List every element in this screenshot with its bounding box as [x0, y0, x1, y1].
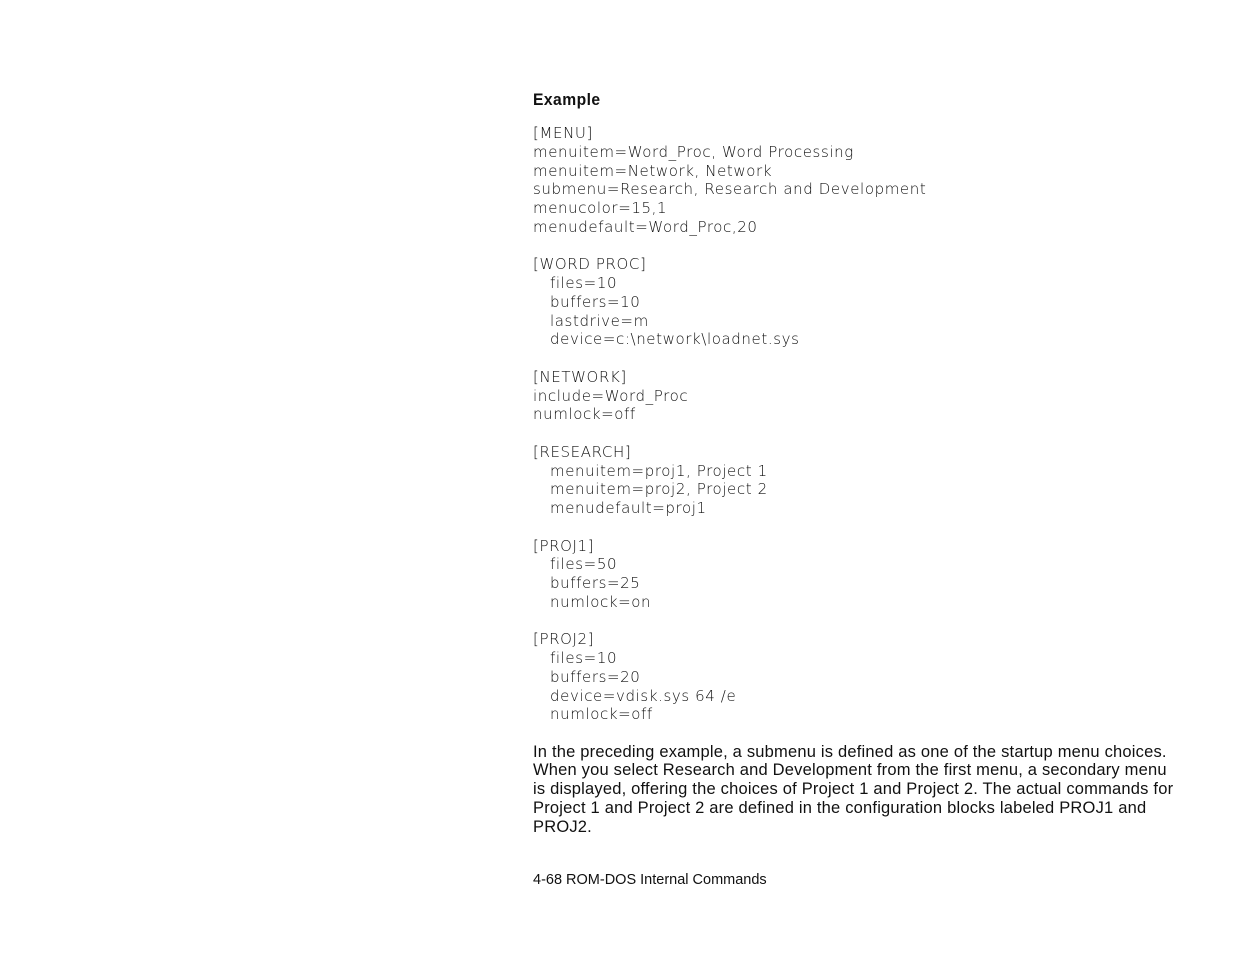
page-content	[533, 90, 1193, 836]
config-line: [RESEARCH]	[533, 442, 632, 461]
config-example	[533, 124, 1193, 724]
config-line: menuitem=Network, Network	[533, 161, 773, 180]
config-line: buffers=10	[550, 292, 641, 311]
config-block	[533, 368, 1193, 424]
config-block	[533, 255, 1193, 349]
config-line: menucolor=15,1	[533, 199, 668, 217]
config-line: [NETWORK]	[533, 367, 627, 386]
config-line: [PROJ2]	[533, 630, 595, 649]
section-heading: Example	[533, 90, 601, 109]
config-block	[533, 630, 1193, 724]
config-line: include=Word_Proc	[533, 386, 689, 405]
config-line: [PROJ1]	[533, 536, 595, 555]
config-line: device=c:\network\loadnet.sys	[550, 330, 800, 349]
config-line: files=10	[550, 649, 618, 667]
config-line: numlock=on	[550, 592, 652, 611]
config-block	[533, 537, 1193, 612]
config-line: buffers=25	[550, 574, 641, 592]
page-footer: 4-68 ROM-DOS Internal Commands	[533, 872, 767, 888]
config-block	[533, 124, 1193, 237]
config-line: menudefault=Word_Proc,20	[533, 217, 758, 236]
config-line: menuitem=proj1, Project 1	[550, 461, 768, 480]
config-line: menuitem=proj2, Project 2	[550, 480, 768, 499]
config-line: menudefault=proj1	[550, 499, 707, 517]
config-line: files=50	[550, 555, 618, 574]
config-line: submenu=Research, Research and Development	[533, 180, 927, 199]
config-line: device=vdisk.sys 64 /e	[550, 686, 737, 705]
config-line: files=10	[550, 274, 618, 292]
config-line: buffers=20	[550, 667, 641, 686]
explanation-paragraph: In the preceding example, a submenu is defined as one of the startup menu choices. When you select Research and Development from the first menu, a secondary menu is displayed, offering the choices of Project 1 and Project 2. The actual commands for Project 1 and Project 2 are defined in the configuration blocks labeled PROJ1 and PROJ2.	[533, 742, 1174, 836]
config-line: lastdrive=m	[550, 311, 649, 330]
config-line: [WORD PROC]	[533, 255, 647, 274]
config-line: numlock=off	[533, 405, 636, 424]
config-line: [MENU]	[533, 124, 593, 142]
config-block	[533, 443, 1193, 518]
config-line: numlock=off	[550, 705, 653, 724]
config-line: menuitem=Word_Proc, Word Processing	[533, 142, 854, 161]
